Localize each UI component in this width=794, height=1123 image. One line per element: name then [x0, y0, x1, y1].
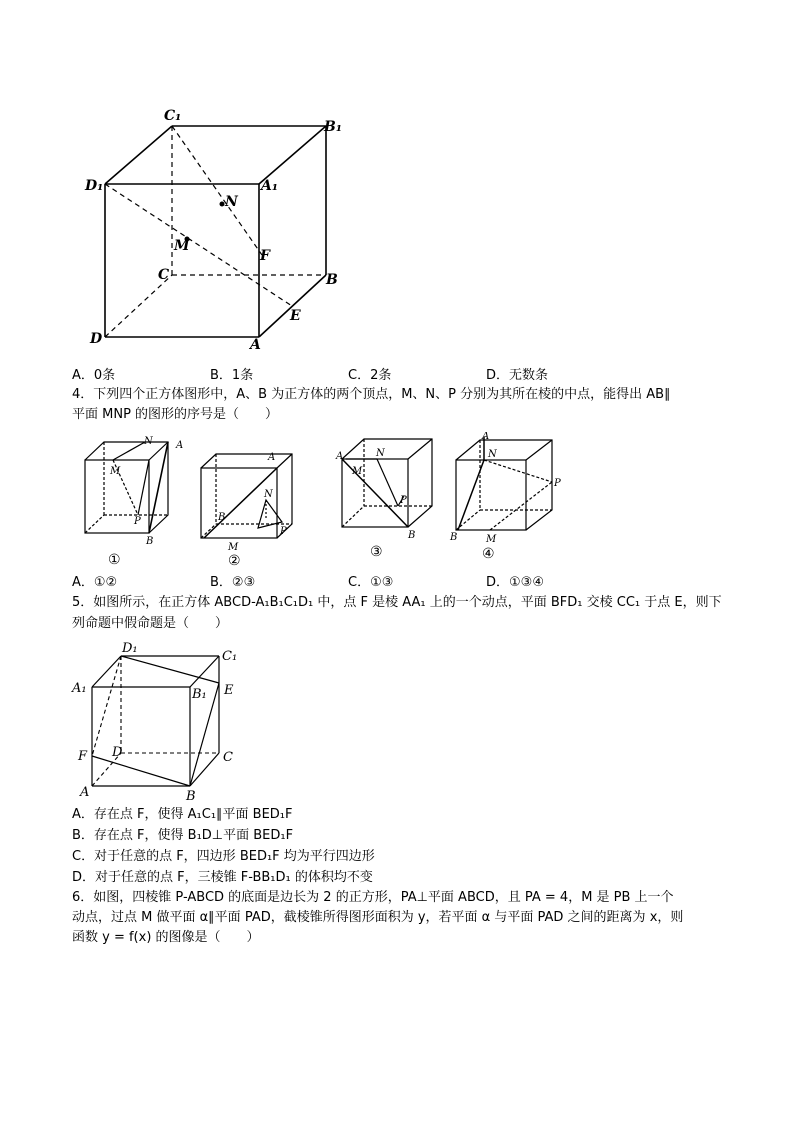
label-n: N [225, 194, 238, 210]
label-a: A [250, 337, 261, 353]
label-e: E [290, 308, 301, 324]
label-m: M [174, 238, 190, 254]
fig3-label-m: M [352, 466, 363, 477]
fig1-label-b: B [146, 536, 154, 547]
q5-label-e: E [224, 683, 234, 698]
q5-label-f: F [78, 749, 88, 764]
q3-option-a[interactable]: A．0条 [72, 368, 116, 383]
q4-stem-line2: 平面 MNP 的图形的序号是（ ） [72, 407, 279, 422]
q3-option-b[interactable]: B．1条 [210, 368, 254, 383]
q5-label-a1: A₁ [72, 681, 87, 696]
label-d: D [90, 331, 103, 347]
fig4-label-p: P [554, 478, 561, 489]
fig1-label-n: N [144, 436, 153, 447]
q5-label-b1: B₁ [192, 687, 207, 702]
fig2-number: ② [228, 553, 241, 569]
q5-stem-line1: 5．如图所示，在正方体 ABCD-A₁B₁C₁D₁ 中，点 F 是棱 AA₁ 上的一个动点，平面 BFD₁ 交棱 CC₁ 于点 E，则下 [72, 595, 722, 610]
fig2-label-n: N [264, 489, 273, 500]
fig4-label-m: M [486, 534, 497, 545]
label-b1: B₁ [324, 119, 342, 135]
label-b: B [326, 272, 338, 288]
q5-label-a: A [80, 785, 90, 800]
fig2-label-b: B [218, 512, 226, 523]
fig1-label-a: A [176, 440, 184, 451]
fig3-label-p: P [400, 495, 407, 506]
q4-option-c[interactable]: C．①③ [348, 575, 394, 590]
q4-option-b[interactable]: B．②③ [210, 575, 256, 590]
fig2-label-p: P [280, 526, 287, 537]
q5-option-a[interactable]: A．存在点 F，使得 A₁C₁∥平面 BED₁F [72, 807, 293, 822]
q4-figure-4 [448, 432, 568, 567]
q6-stem-line1: 6．如图，四棱锥 P-ABCD 的底面是边长为 2 的正方形，PA⊥平面 ABCD，且 PA = 4，M 是 PB 上一个 [72, 890, 674, 905]
fig4-number: ④ [482, 546, 495, 562]
fig1-label-p: P [134, 516, 141, 527]
cube-figure-q3 [80, 100, 360, 360]
fig3-number: ③ [370, 544, 383, 560]
q4-option-a[interactable]: A．①② [72, 575, 118, 590]
q5-cube-figure [70, 638, 250, 808]
q5-option-c[interactable]: C．对于任意的点 F，四边形 BED₁F 均为平行四边形 [72, 849, 375, 864]
q3-option-c[interactable]: C．2条 [348, 368, 392, 383]
label-a1: A₁ [261, 178, 278, 194]
q4-figure-3 [332, 434, 447, 564]
q5-label-b: B [186, 789, 196, 804]
q5-label-d: D [112, 745, 123, 760]
fig2-label-a: A [268, 452, 276, 463]
fig1-label-m: M [110, 466, 121, 477]
label-d1: D₁ [85, 178, 104, 194]
q5-label-c: C [223, 750, 233, 765]
q6-stem-line2: 动点，过点 M 做平面 α∥平面 PAD，截棱锥所得图形面积为 y，若平面 α 与平面 PAD 之间的距离为 x，则 [72, 910, 684, 925]
fig4-label-n: N [488, 449, 497, 460]
q4-option-d[interactable]: D．①③④ [486, 575, 544, 590]
q5-option-b[interactable]: B．存在点 F，使得 B₁D⊥平面 BED₁F [72, 828, 294, 843]
fig3-label-b: B [408, 530, 416, 541]
label-f: F [260, 248, 270, 264]
fig1-number: ① [108, 552, 121, 566]
q4-stem-line1: 4．下列四个正方体图形中，A、B 为正方体的两个顶点，M、N、P 分别为其所在棱的中点，能得出 AB∥ [72, 387, 671, 402]
q5-label-d1: D₁ [122, 641, 138, 656]
q5-option-d[interactable]: D．对于任意的点 F，三棱锥 F-BB₁D₁ 的体积均不变 [72, 870, 373, 885]
fig4-label-b: B [450, 532, 458, 543]
fig3-label-n: N [376, 448, 385, 459]
q4-figure-2 [196, 450, 306, 575]
q3-option-d[interactable]: D．无数条 [486, 368, 549, 383]
point-n [220, 202, 225, 207]
fig4-label-a: A [482, 432, 490, 442]
q5-stem-line2: 列命题中假命题是（ ） [72, 616, 229, 631]
label-c: C [158, 267, 170, 283]
q4-figure-1 [80, 436, 195, 566]
q6-stem-line3: 函数 y = f(x) 的图像是（ ） [72, 930, 260, 945]
q5-label-c1: C₁ [222, 649, 238, 664]
fig2-label-m: M [228, 542, 239, 553]
label-c1: C₁ [164, 108, 182, 124]
fig3-label-a: A [336, 451, 344, 462]
